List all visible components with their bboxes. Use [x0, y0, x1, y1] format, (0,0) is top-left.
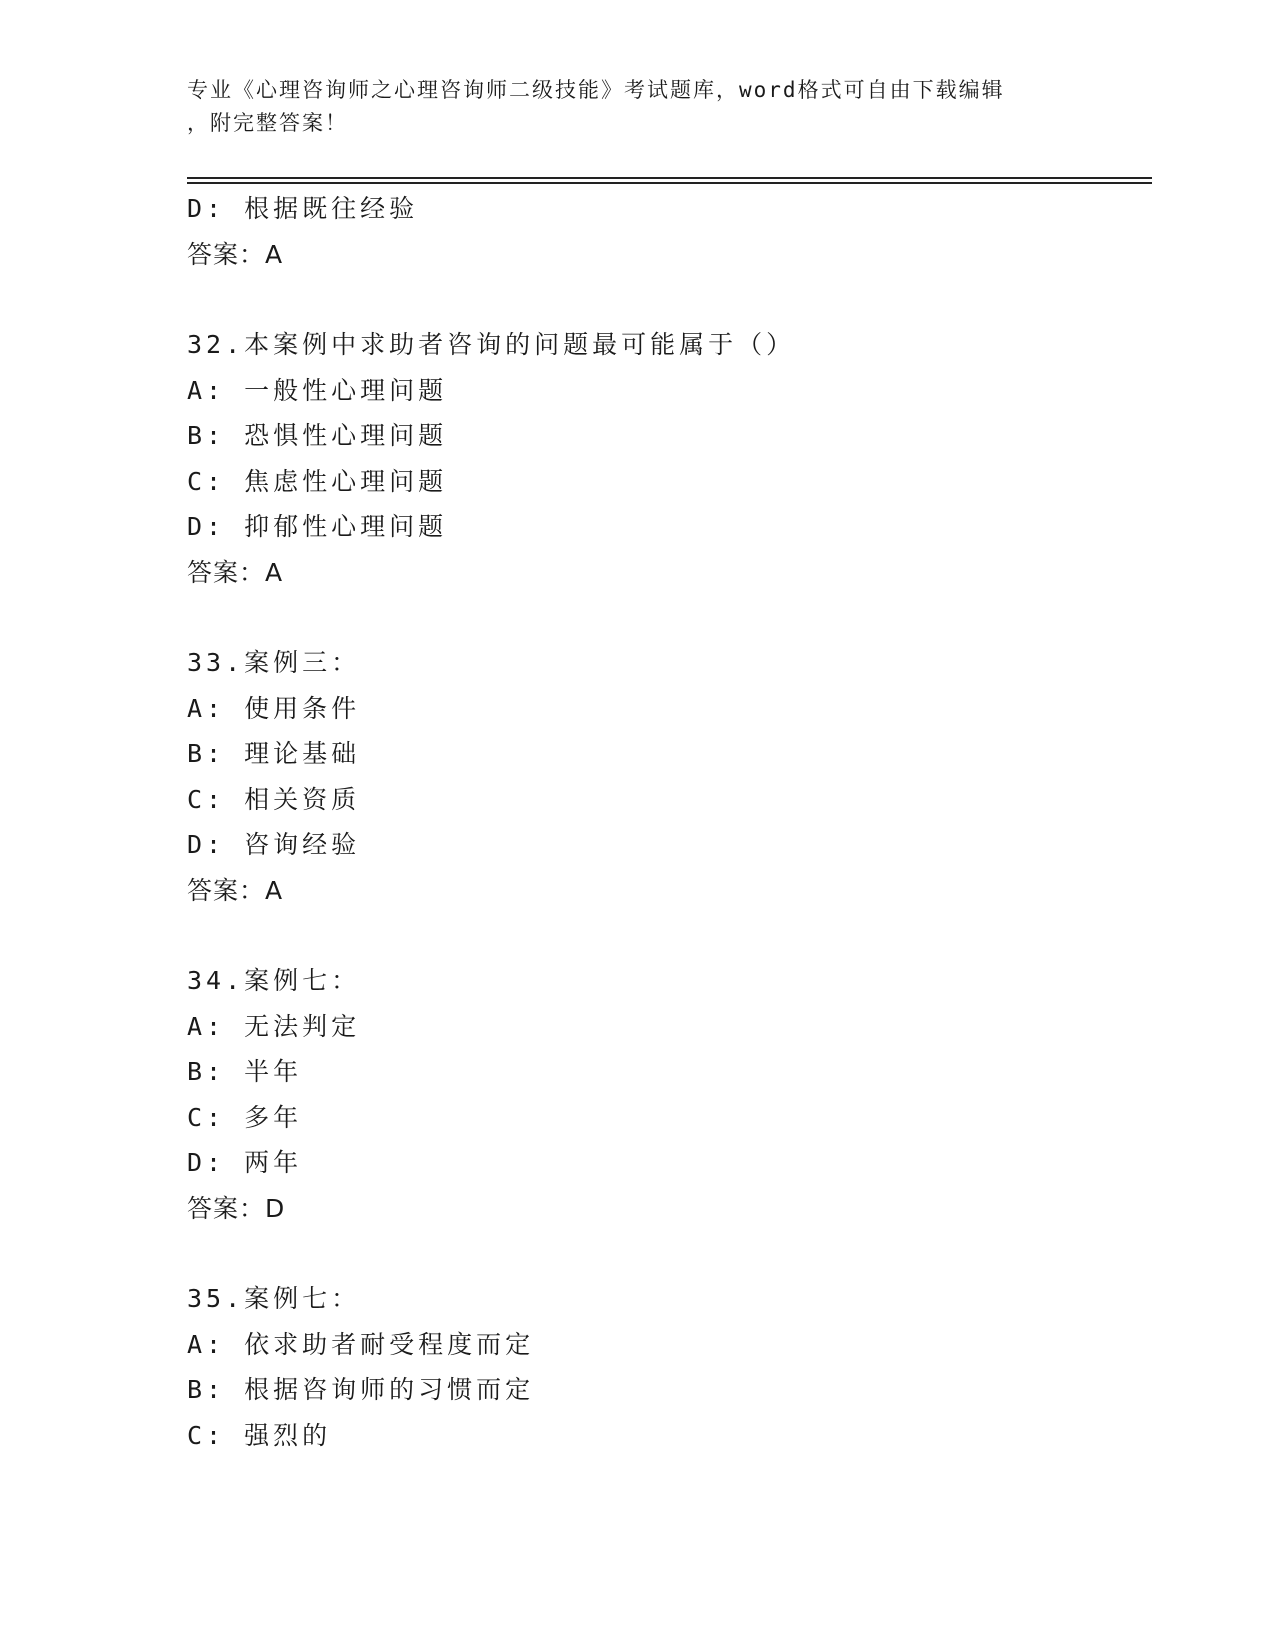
- option-b: B: 恐惧性心理问题: [187, 421, 448, 450]
- question-stem: 32.本案例中求助者咨询的问题最可能属于（）: [187, 330, 796, 359]
- option-d: D: 咨询经验: [187, 830, 361, 859]
- question-33: [187, 640, 1147, 913]
- option-c: C: 强烈的: [187, 1420, 332, 1450]
- option-b: B: 半年: [187, 1057, 303, 1086]
- option-a: A: 依求助者耐受程度而定: [187, 1329, 535, 1359]
- question-stem: 35.案例七：: [187, 1284, 361, 1313]
- answer-line: 答案：A: [187, 875, 284, 905]
- question-32: [187, 322, 1147, 595]
- option-c: C: 相关资质: [187, 784, 361, 814]
- question-list: [187, 186, 1147, 1458]
- header-divider-top: [187, 177, 1152, 179]
- option-a: A: 使用条件: [187, 693, 361, 723]
- option-b: B: 根据咨询师的习惯而定: [187, 1375, 535, 1404]
- answer-line: 答案：A: [187, 239, 284, 269]
- document-header: [187, 74, 1087, 140]
- option-b: B: 理论基础: [187, 739, 361, 768]
- spacer: [187, 1231, 1147, 1276]
- option-c: C: 多年: [187, 1102, 303, 1132]
- option-c: C: 焦虑性心理问题: [187, 466, 448, 496]
- option-d: D: 两年: [187, 1148, 303, 1177]
- option-d: D: 根据既往经验: [187, 194, 419, 223]
- header-line-2: ，附完整答案！: [187, 111, 348, 135]
- question-35: [187, 1276, 1147, 1458]
- spacer: [187, 913, 1147, 958]
- question-stem: 34.案例七：: [187, 966, 361, 995]
- answer-line: 答案：D: [187, 1193, 286, 1223]
- spacer: [187, 595, 1147, 640]
- answer-line: 答案：A: [187, 557, 284, 587]
- option-a: A: 一般性心理问题: [187, 375, 448, 405]
- spacer: [187, 277, 1147, 322]
- option-d: D: 抑郁性心理问题: [187, 512, 448, 541]
- question-stem: 33.案例三：: [187, 648, 361, 677]
- header-line-1: 专业《心理咨询师之心理咨询师二级技能》考试题库，word格式可自由下载编辑: [187, 78, 1005, 102]
- question-34: [187, 958, 1147, 1231]
- header-divider-bottom: [187, 182, 1152, 184]
- option-a: A: 无法判定: [187, 1011, 361, 1041]
